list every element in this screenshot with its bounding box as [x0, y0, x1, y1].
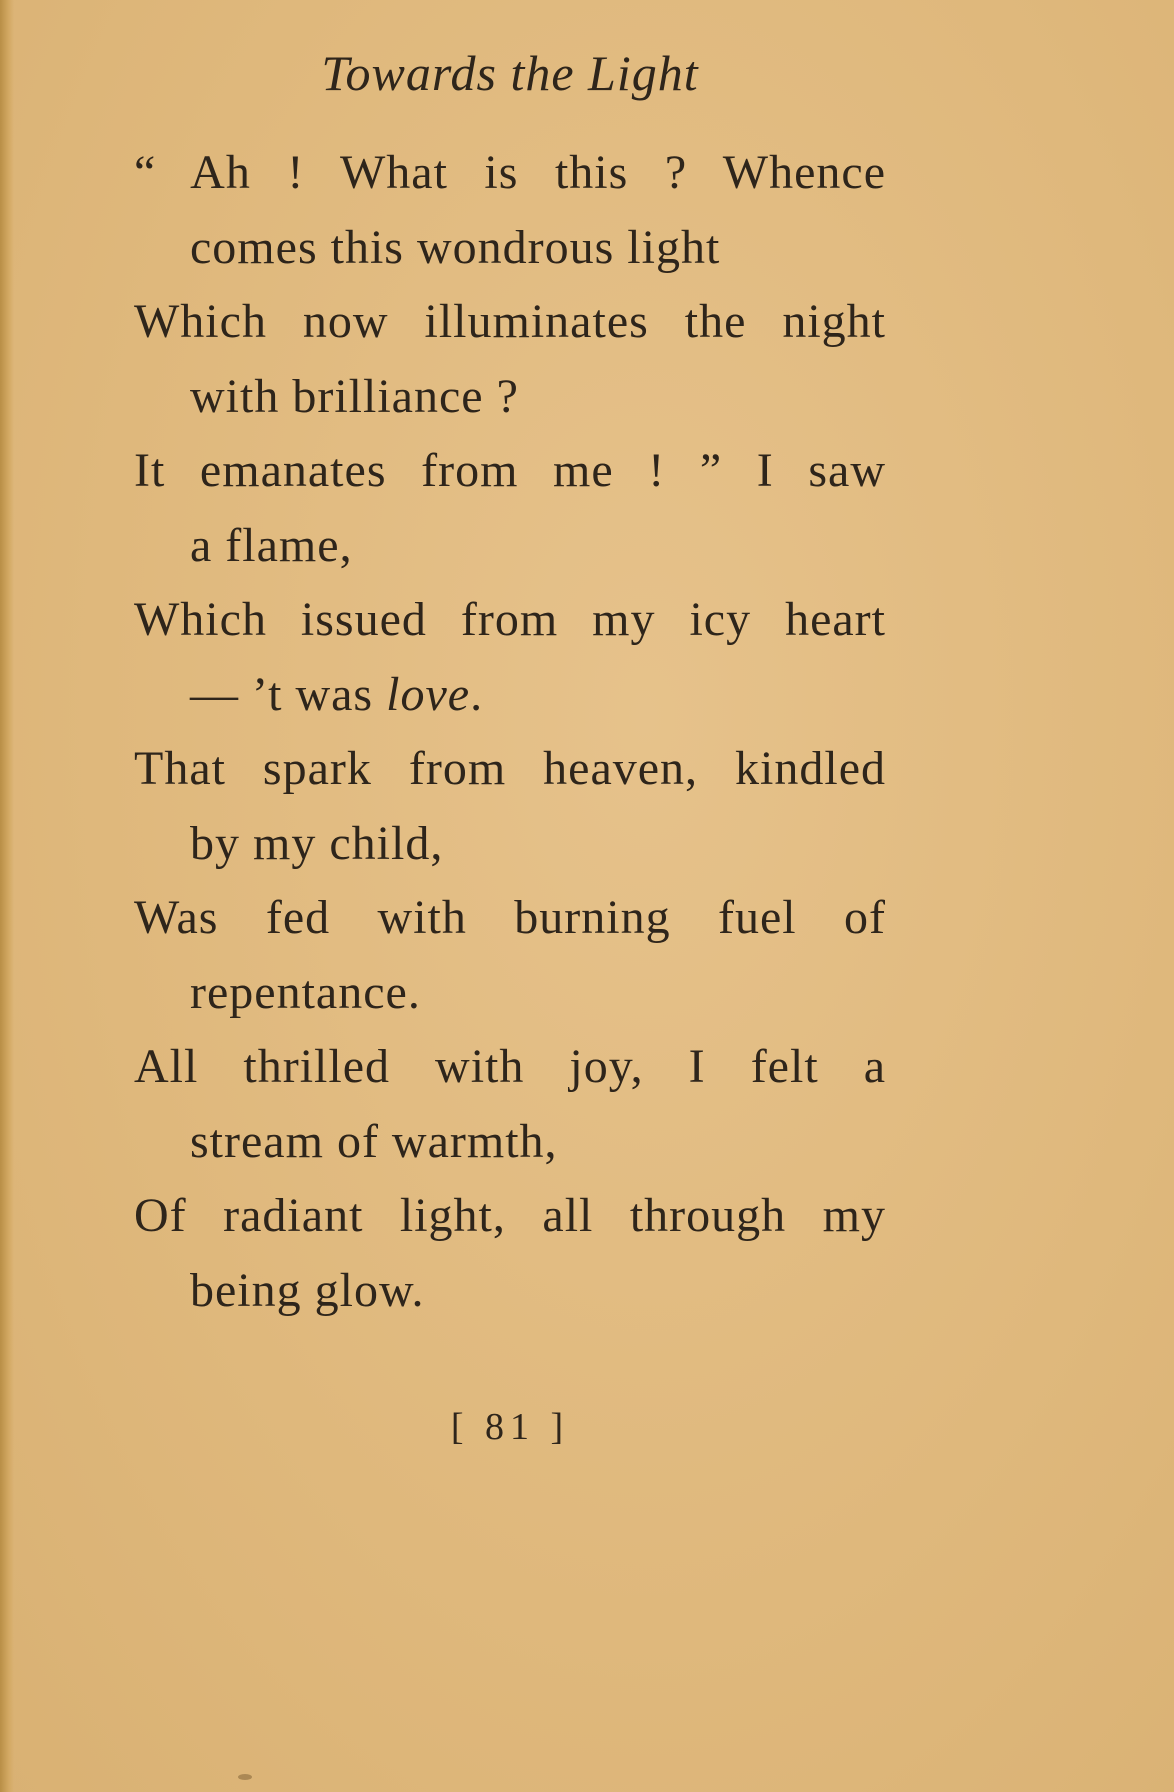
verse-line-continuation: by my child, — [190, 816, 444, 870]
verse-line-continuation: a flame, — [190, 518, 353, 572]
verse-line-continuation: with brilliance ? — [190, 369, 519, 423]
verse-line: Which now illuminates the night — [134, 295, 886, 348]
verse-text: — ’t was — [190, 667, 387, 721]
verse-line-continuation: repentance. — [190, 965, 421, 1019]
verse-line: That spark from heaven, kindled — [134, 742, 886, 795]
verse-line-continuation — [134, 658, 886, 733]
verse-line: Of radiant light, all through my — [134, 1189, 886, 1242]
poem-text — [134, 136, 886, 1328]
verse-line-continuation: stream of warmth, — [190, 1114, 558, 1168]
verse-line: All thrilled with joy, I felt a — [134, 1040, 886, 1093]
verse-line-continuation: comes this wondrous light — [190, 220, 721, 274]
verse-punctuation: . — [470, 667, 484, 721]
verse-line-continuation: being glow. — [190, 1263, 425, 1317]
verse-line: Was fed with burning fuel of — [134, 891, 886, 944]
italic-word: love — [386, 667, 471, 721]
verse-line: It emanates from me ! ” I saw — [134, 444, 886, 497]
running-head: Towards the Light — [321, 45, 699, 101]
verse-line: Which issued from my icy heart — [134, 593, 886, 646]
page-number: [ 81 ] — [450, 1406, 570, 1448]
paper-speck — [238, 1774, 252, 1780]
verse-line: “ Ah ! What is this ? Whence — [134, 146, 886, 199]
page-spine-shadow — [0, 0, 14, 1792]
